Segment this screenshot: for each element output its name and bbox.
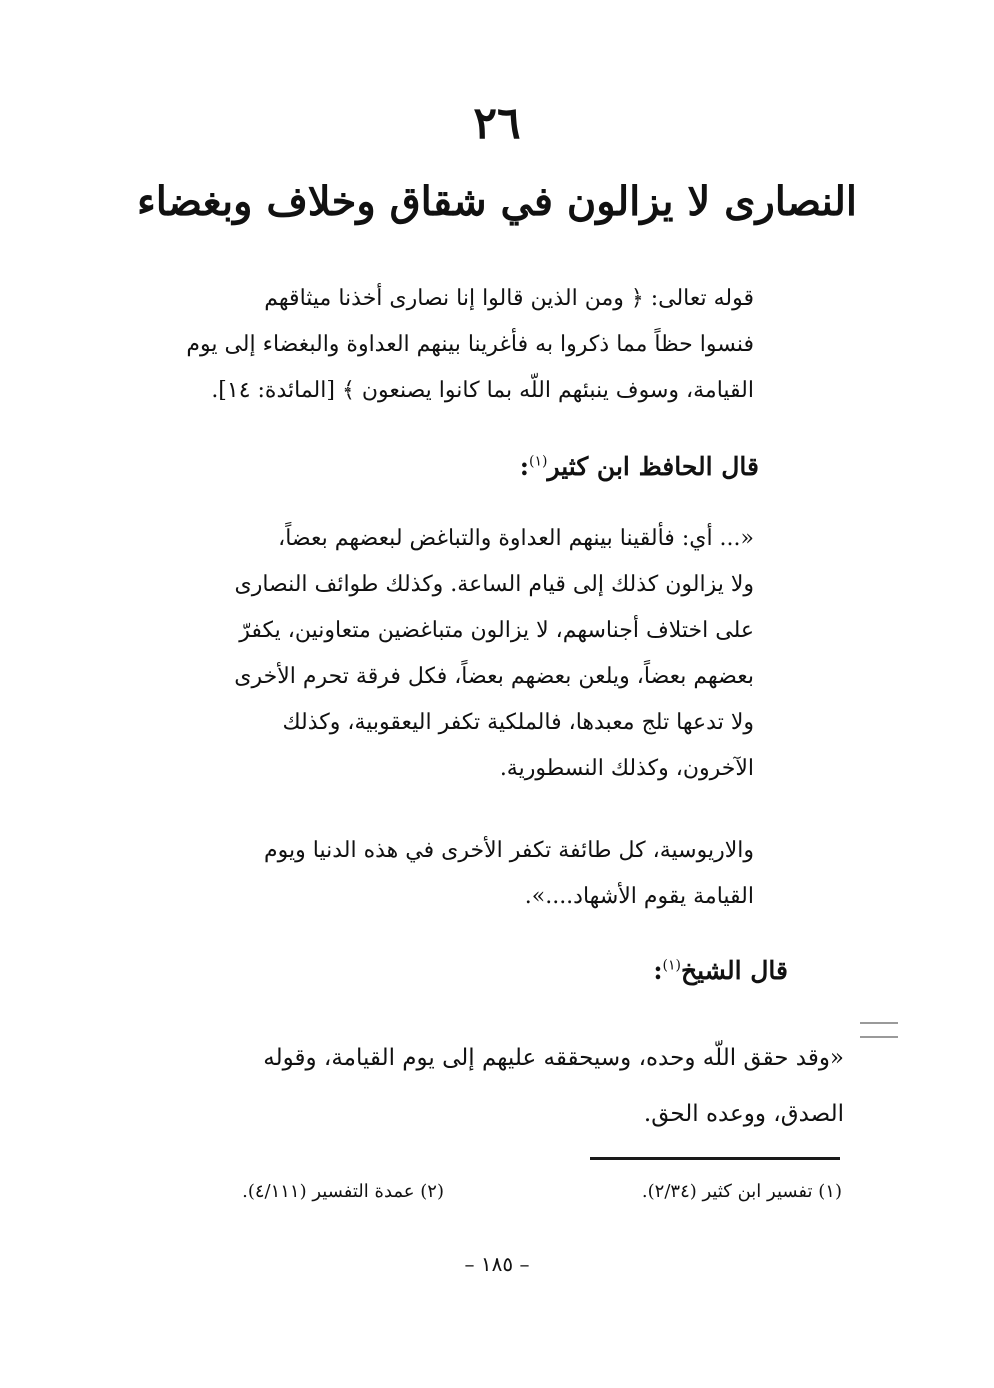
quote-line: «... أي: فألقينا بينهم العداوة والتباغض لبعضهم بعضاً، [278,526,754,551]
quote-line: والاريوسية، كل طائفة تكفر الأخرى في هذه الدنيا ويوم [264,838,754,863]
quote-line: القيامة يقوم الأشهاد....». [524,884,754,909]
verse-line: القيامة، وسوف ينبئهم اللّه بما كانوا يصنعون ﴾ [المائدة: ١٤]. [211,378,754,403]
footnote-1: (١) تفسير ابن كثير (٢/٣٤). [641,1181,842,1202]
quote-paragraph [124,1030,844,1142]
quote-line: الصدق، ووعده الحق. [643,1101,844,1127]
chapter-title: النصارى لا يزالون في شقاق وخلاف وبغضاء [136,178,858,225]
quote-line: ولا تدعها تلج معبدها، فالملكية تكفر اليعقوبية، وكذلك [282,710,754,735]
heading-colon: : [519,452,529,481]
verse-paragraph [186,276,754,414]
heading-text: قال الحافظ ابن كثير [547,452,759,481]
quote-paragraph [194,516,754,792]
quote-paragraph [194,828,754,920]
quote-line: على اختلاف أجناسهم، لا يزالون متباغضين متعاونين، يكفرّ [239,618,754,643]
section-heading-shaykh [653,956,788,985]
section-heading-ibn-kathir [520,452,759,481]
footnote-separator [590,1157,840,1160]
heading-text: قال الشيخ [681,956,788,985]
margin-mark [860,1022,898,1024]
page-number: – ١٨٥ – [464,1252,530,1276]
heading-colon: : [653,956,663,985]
verse-line: فنسوا حظاً مما ذكروا به فأغرينا بينهم العداوة والبغضاء إلى يوم [186,332,754,357]
footnote-marker: (١) [528,453,548,470]
verse-line: قوله تعالى: ﴿ ومن الذين قالوا إنا نصارى أخذنا ميثاقهم [264,286,754,311]
footnote-marker: (١) [662,957,682,974]
quote-line: ولا يزالون كذلك إلى قيام الساعة. وكذلك طوائف النصارى [234,572,754,597]
margin-mark [860,1036,898,1038]
quote-line: الآخرون، وكذلك النسطورية. [499,756,754,781]
quote-line: بعضهم بعضاً، ويلعن بعضهم بعضاً، فكل فرقة تحرم الأخرى [234,664,754,689]
chapter-number: ٢٦ [473,98,521,149]
footnote-2: (٢) عمدة التفسير (٤/١١١). [242,1181,444,1202]
quote-line: «وقد حقق اللّه وحده، وسيحققه عليهم إلى يوم القيامة، وقوله [263,1045,844,1071]
